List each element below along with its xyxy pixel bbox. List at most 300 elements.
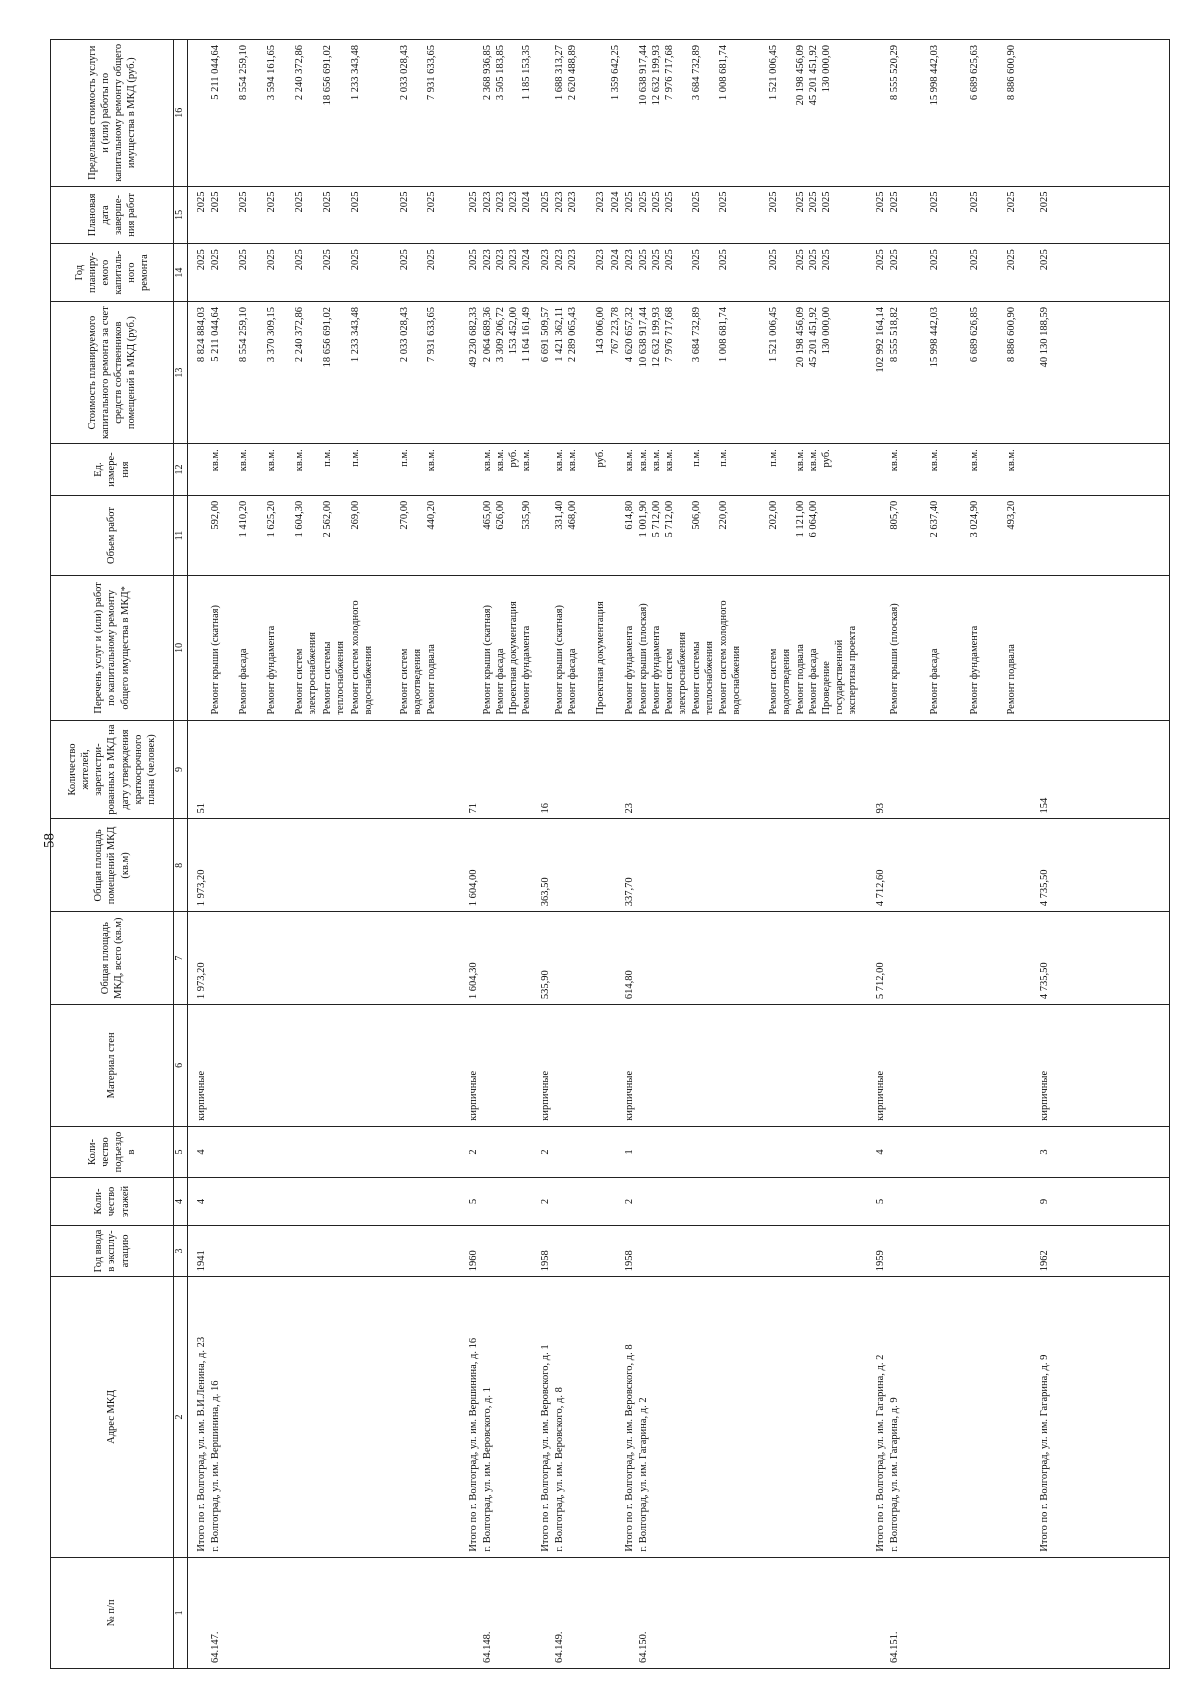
completion-year: 2025: [1005, 191, 1017, 213]
wall-material: кирпичные: [467, 1070, 479, 1121]
completion-year: 2025: [794, 191, 806, 213]
planned-cost: 1 233 343,48: [349, 306, 361, 363]
floor-count: 5: [874, 1198, 886, 1205]
work-type: Ремонт системы: [690, 641, 702, 715]
plan-year: 2025: [663, 249, 675, 271]
column-number: 5: [174, 1126, 188, 1178]
work-type: экспертизы проекта: [846, 625, 858, 715]
wall-material: кирпичные: [874, 1070, 886, 1121]
work-type: Ремонт системы: [321, 641, 333, 715]
limit-cost: 1 185 153,35: [520, 45, 532, 101]
planned-cost: 20 198 456,09: [794, 306, 806, 368]
work-type: водоснабжения: [730, 645, 742, 715]
work-volume: 270,00: [398, 500, 410, 530]
limit-cost: 5 211 044,64: [209, 45, 221, 100]
completion-year: 2025: [874, 191, 886, 213]
work-type: Ремонт фасада: [566, 648, 578, 715]
limit-cost: 7 976 717,68: [663, 45, 675, 101]
wall-material: кирпичные: [1038, 1070, 1050, 1121]
header-cell: Материал стен: [51, 1005, 174, 1127]
planned-cost: 143 006,00: [594, 306, 606, 355]
unit: кв.м.: [650, 449, 662, 472]
year-built: 1962: [1038, 1250, 1050, 1272]
work-type: Ремонт подвала: [794, 644, 806, 715]
header-cell: Коли-чество этажей: [51, 1178, 174, 1225]
work-volume: 506,00: [690, 500, 702, 530]
floor-count: 4: [195, 1198, 207, 1205]
plan-year: 2025: [349, 249, 361, 271]
work-type: водоотведения: [780, 648, 792, 715]
plan-year: 2024: [520, 249, 532, 271]
header-cell: Год ввода в эксплу-атацию: [51, 1225, 174, 1277]
column-number: 9: [174, 720, 188, 819]
work-type: Ремонт подвала: [425, 644, 437, 715]
column-number: 12: [174, 444, 188, 496]
column-number: 2: [174, 1277, 188, 1557]
planned-cost: 2 240 372,86: [293, 306, 305, 363]
work-volume: 269,00: [349, 500, 361, 530]
plan-year: 2023: [553, 249, 565, 271]
work-type: водоснабжения: [362, 645, 374, 715]
work-type: Ремонт систем: [663, 648, 675, 715]
planned-cost-total: 8 824 884,03: [195, 306, 207, 363]
header-row: [51, 40, 174, 1669]
limit-cost: 1 521 006,45: [767, 45, 779, 101]
unit: кв.м.: [807, 449, 819, 472]
limit-cost: 7 931 633,65: [425, 45, 437, 101]
unit: кв.м.: [209, 449, 221, 472]
work-volume: 805,70: [888, 500, 900, 530]
total-area: 5 712,00: [874, 962, 886, 1000]
premises-area: 4 712,60: [874, 869, 886, 907]
planned-cost: 3 370 309,15: [265, 306, 277, 363]
completion-year: 2024: [520, 191, 532, 213]
plan-year: 2025: [293, 249, 305, 271]
floor-count: 5: [467, 1198, 479, 1205]
plan-year: 2025: [807, 249, 819, 271]
header-cell: Ед. измере-ния: [51, 444, 174, 496]
plan-year: 2025: [767, 249, 779, 271]
column-number: 15: [174, 186, 188, 244]
resident-count: 154: [1038, 797, 1050, 814]
unit: кв.м.: [293, 449, 305, 472]
wall-material: кирпичные: [623, 1070, 635, 1121]
work-type: Ремонт подвала: [1005, 644, 1017, 715]
wall-material: кирпичные: [539, 1070, 551, 1121]
work-type: теплоснабжения: [703, 641, 715, 715]
unit: руб.: [820, 449, 832, 468]
premises-area: 1 973,20: [195, 869, 207, 907]
work-volume: 6 064,00: [807, 500, 819, 538]
column-number: 7: [174, 912, 188, 1005]
work-type: Ремонт фасада: [928, 648, 940, 715]
resident-count: 71: [467, 803, 479, 814]
planned-cost: 767 223,78: [609, 306, 621, 355]
work-volume: 535,90: [520, 500, 532, 530]
limit-cost: 3 594 161,65: [265, 45, 277, 101]
completion-year: 2023: [481, 191, 493, 213]
limit-cost: 2 033 028,43: [398, 45, 410, 101]
planned-cost: 12 632 199,93: [650, 306, 662, 368]
completion-year: 2025: [888, 191, 900, 213]
plan-year: 2023: [507, 249, 519, 271]
work-type: теплоснабжения: [334, 641, 346, 715]
limit-cost: 45 201 451,92: [807, 45, 819, 106]
plan-year: 2025: [237, 249, 249, 271]
planned-cost: 2 033 028,43: [398, 306, 410, 363]
plan-year: 2025: [209, 249, 221, 271]
unit: кв.м.: [425, 449, 437, 472]
column-number: 4: [174, 1178, 188, 1225]
col-total-area: [187, 912, 1169, 1005]
column-number-row: [174, 40, 188, 1669]
year-built: 1959: [874, 1250, 886, 1272]
unit: кв.м.: [553, 449, 565, 472]
unit: п.м.: [690, 449, 702, 467]
unit: кв.м.: [663, 449, 675, 472]
row-number: 64.149.: [553, 1631, 565, 1663]
column-number: 8: [174, 819, 188, 912]
work-type: электроснабжения: [676, 632, 688, 715]
work-volume: 493,20: [1005, 500, 1017, 530]
entrance-count: 3: [1038, 1149, 1050, 1155]
work-type: Ремонт крыши (плоская): [888, 603, 900, 715]
col-residents: [187, 720, 1169, 819]
work-type: Ремонт фундамента: [520, 625, 532, 715]
year-built: 1960: [467, 1250, 479, 1272]
resident-count: 93: [874, 803, 886, 814]
work-type: Ремонт фундамента: [265, 625, 277, 715]
plan-year: 2025: [425, 249, 437, 271]
work-type: Ремонт фундамента: [650, 625, 662, 715]
limit-cost: 1 359 642,25: [609, 45, 621, 101]
limit-cost: 8 555 520,29: [888, 45, 900, 101]
col-premises-area: [187, 819, 1169, 912]
col-plan-year: [187, 244, 1169, 302]
completion-year: 2025: [349, 191, 361, 213]
year-built: 1958: [539, 1250, 551, 1272]
total-area: 1 604,30: [467, 962, 479, 1000]
completion-year: 2025: [820, 191, 832, 213]
col-year: [187, 1225, 1169, 1277]
work-volume: 2 562,00: [321, 500, 333, 538]
work-volume: 331,40: [553, 500, 565, 530]
completion-year: 2025: [928, 191, 940, 213]
work-type: Ремонт фасада: [237, 648, 249, 715]
col-entrances: [187, 1126, 1169, 1178]
plan-year: 2023: [594, 249, 606, 271]
unit: кв.м.: [794, 449, 806, 472]
plan-year: 2025: [398, 249, 410, 271]
header-cell: Стоимость планируемого капитального ремонта за счет средств собственников помещений в МКД (руб.): [51, 301, 174, 443]
unit: руб.: [507, 449, 519, 468]
work-type: Ремонт крыши (скатная): [481, 605, 493, 715]
planned-cost-total: 40 130 188,59: [1038, 306, 1050, 368]
work-volume: 1 001,90: [637, 500, 649, 538]
work-volume: 465,00: [481, 500, 493, 530]
completion-year: 2025: [623, 191, 635, 213]
planned-cost: 10 638 917,44: [637, 306, 649, 368]
work-type: водоотведения: [411, 648, 423, 715]
column-number: 13: [174, 301, 188, 443]
limit-cost: 1 233 343,48: [349, 45, 361, 101]
unit: кв.м.: [1005, 449, 1017, 472]
plan-year: 2025: [968, 249, 980, 271]
plan-year: 2025: [888, 249, 900, 271]
completion-year: 2025: [717, 191, 729, 213]
row-number: 64.151.: [888, 1631, 900, 1663]
plan-year: 2025: [717, 249, 729, 271]
total-address: Итого по г. Волгоград, ул. им. Вершинина, д. 16: [467, 1337, 479, 1552]
work-volume: 5 712,00: [650, 500, 662, 538]
limit-cost: 8 886 600,90: [1005, 45, 1017, 101]
completion-year: 2025: [321, 191, 333, 213]
unit: кв.м.: [237, 449, 249, 472]
planned-cost: 130 000,00: [820, 306, 832, 355]
col-unit: [187, 444, 1169, 496]
total-area: 1 973,20: [195, 962, 207, 1000]
planned-cost: 1 164 161,49: [520, 306, 532, 363]
premises-area: 337,70: [623, 877, 635, 907]
work-type: государственной: [833, 639, 845, 715]
plan-year: 2025: [1005, 249, 1017, 271]
planned-cost: 7 931 633,65: [425, 306, 437, 363]
plan-year: 2025: [265, 249, 277, 271]
column-number: 14: [174, 244, 188, 302]
plan-year: 2025: [690, 249, 702, 271]
plan-year: 2025: [195, 249, 207, 271]
work-type: Ремонт систем: [293, 648, 305, 715]
completion-year: 2025: [425, 191, 437, 213]
unit: кв.м.: [494, 449, 506, 472]
planned-cost: 6 689 626,85: [968, 306, 980, 363]
planned-cost: 153 452,00: [507, 306, 519, 355]
work-type: Ремонт крыши (скатная): [209, 605, 221, 715]
col-limit-cost: [187, 40, 1169, 187]
planned-cost: 3 684 732,89: [690, 306, 702, 363]
header-cell: Коли-чество подъездо в: [51, 1126, 174, 1178]
total-address: Итого по г. Волгоград, ул. им. Веровского, д. 8: [623, 1344, 635, 1552]
limit-cost: 2 368 936,85: [481, 45, 493, 101]
planned-cost: 8 886 600,90: [1005, 306, 1017, 363]
address: г. Волгоград, ул. им. Веровского, д. 1: [481, 1387, 493, 1552]
col-address: [187, 1277, 1169, 1557]
floor-count: 2: [539, 1198, 551, 1205]
column-number: 1: [174, 1557, 188, 1668]
col-volume: [187, 495, 1169, 575]
planned-cost-total: 4 620 657,32: [623, 306, 635, 363]
row-number: 64.150.: [637, 1631, 649, 1663]
column-number: 10: [174, 576, 188, 720]
work-type: Ремонт крыши (скатная): [553, 605, 565, 715]
resident-count: 16: [539, 803, 551, 814]
planned-cost: 45 201 451,92: [807, 306, 819, 368]
col-works: [187, 576, 1169, 720]
header-cell: Плановая дата заверше-ния работ: [51, 186, 174, 244]
limit-cost: 1 688 313,27: [553, 45, 565, 101]
planned-cost: 8 555 518,82: [888, 306, 900, 363]
unit: п.м.: [717, 449, 729, 467]
total-address: Итого по г. Волгоград, ул. им. В.И.Ленина, д. 23: [195, 1336, 207, 1552]
completion-year: 2025: [539, 191, 551, 213]
premises-area: 4 735,50: [1038, 869, 1050, 907]
work-volume: 1 121,00: [794, 500, 806, 538]
work-type: Ремонт крыши (плоская): [637, 603, 649, 715]
work-type: Ремонт фасада: [494, 648, 506, 715]
resident-count: 23: [623, 803, 635, 814]
column-number: 11: [174, 495, 188, 575]
completion-year: 2025: [237, 191, 249, 213]
work-type: электроснабжения: [306, 632, 318, 715]
entrance-count: 2: [539, 1149, 551, 1155]
entrance-count: 4: [195, 1149, 207, 1155]
planned-cost: 1 421 362,11: [553, 306, 565, 362]
completion-year: 2025: [467, 191, 479, 213]
total-area: 4 735,50: [1038, 962, 1050, 1000]
planned-cost: 3 309 206,72: [494, 306, 506, 363]
planned-cost-total: 49 230 682,33: [467, 306, 479, 368]
year-built: 1958: [623, 1250, 635, 1272]
address: г. Волгоград, ул. им. Гагарина, д. 2: [637, 1397, 649, 1552]
completion-year: 2025: [1038, 191, 1050, 213]
plan-year: 2025: [820, 249, 832, 271]
work-type: Проектная документация: [507, 601, 519, 715]
limit-cost: 12 632 199,93: [650, 45, 662, 106]
work-volume: 1 625,20: [265, 500, 277, 538]
work-volume: 626,00: [494, 500, 506, 530]
completion-year: 2023: [566, 191, 578, 213]
year-built: 1941: [195, 1250, 207, 1272]
plan-year: 2024: [609, 249, 621, 271]
work-volume: 614,80: [623, 500, 635, 530]
unit: кв.м.: [520, 449, 532, 472]
plan-year: 2023: [566, 249, 578, 271]
work-type: Проведение: [820, 661, 832, 715]
limit-cost: 1 008 681,74: [717, 45, 729, 101]
col-completion: [187, 186, 1169, 244]
limit-cost: 6 689 625,63: [968, 45, 980, 101]
total-address: Итого по г. Волгоград, ул. им. Веровского, д. 1: [539, 1344, 551, 1552]
limit-cost: 8 554 259,10: [237, 45, 249, 101]
unit: п.м.: [398, 449, 410, 467]
completion-year: 2025: [767, 191, 779, 213]
planned-cost: 1 008 681,74: [717, 306, 729, 363]
unit: п.м.: [349, 449, 361, 467]
completion-year: 2023: [507, 191, 519, 213]
work-volume: 440,20: [425, 500, 437, 530]
unit: кв.м.: [265, 449, 277, 472]
completion-year: 2025: [265, 191, 277, 213]
unit: руб.: [594, 449, 606, 468]
planned-cost: 7 976 717,68: [663, 306, 675, 363]
plan-year: 2025: [928, 249, 940, 271]
total-address: Итого по г. Волгоград, ул. им. Гагарина, д. 9: [1038, 1354, 1050, 1552]
floor-count: 9: [1038, 1198, 1050, 1205]
header-cell: Количество жителей, зарегистри-рованных в МКД на дату утверждения краткосрочного плана (человек): [51, 720, 174, 819]
completion-year: 2023: [594, 191, 606, 213]
completion-year: 2023: [494, 191, 506, 213]
row-number: 64.148.: [481, 1631, 493, 1663]
plan-year: 2025: [650, 249, 662, 271]
completion-year: 2025: [807, 191, 819, 213]
work-type: Ремонт фундамента: [968, 625, 980, 715]
unit: кв.м.: [968, 449, 980, 472]
work-volume: 202,00: [767, 500, 779, 530]
work-type: Ремонт систем холодного: [717, 600, 729, 715]
completion-year: 2025: [650, 191, 662, 213]
unit: п.м.: [767, 449, 779, 467]
plan-year: 2025: [637, 249, 649, 271]
limit-cost: 130 000,00: [820, 45, 832, 93]
total-area: 535,90: [539, 970, 551, 1000]
page-number: 58: [41, 833, 58, 848]
completion-year: 2025: [968, 191, 980, 213]
column-number: 16: [174, 40, 188, 187]
completion-year: 2025: [209, 191, 221, 213]
work-type: Ремонт систем: [767, 648, 779, 715]
plan-year: 2025: [467, 249, 479, 271]
work-type: Ремонт систем: [398, 648, 410, 715]
address: г. Волгоград, ул. им. Веровского, д. 8: [553, 1387, 565, 1552]
limit-cost: 20 198 456,09: [794, 45, 806, 106]
work-volume: 1 410,20: [237, 500, 249, 538]
header-cell: Объем работ: [51, 495, 174, 575]
unit: кв.м.: [637, 449, 649, 472]
row-number: 64.147.: [209, 1631, 221, 1663]
work-volume: 220,00: [717, 500, 729, 530]
planned-cost: 8 554 259,10: [237, 306, 249, 363]
wall-material: кирпичные: [195, 1070, 207, 1121]
register-table: [50, 39, 1170, 1669]
total-area: 614,80: [623, 970, 635, 1000]
col-num: [187, 1557, 1169, 1668]
plan-year: 2023: [494, 249, 506, 271]
entrance-count: 4: [874, 1149, 886, 1155]
header-cell: Адрес МКД: [51, 1277, 174, 1557]
column-number: 6: [174, 1005, 188, 1127]
unit: кв.м.: [623, 449, 635, 472]
plan-year: 2023: [481, 249, 493, 271]
unit: кв.м.: [481, 449, 493, 472]
unit: кв.м.: [928, 449, 940, 472]
limit-cost: 10 638 917,44: [637, 45, 649, 106]
plan-year: 2025: [321, 249, 333, 271]
header-cell: № п/п: [51, 1557, 174, 1668]
header-cell: Перечень услуг и (или) работ по капитальному ремонту общего имущества в МКД*: [51, 576, 174, 720]
completion-year: 2025: [637, 191, 649, 213]
work-type: Проектная документация: [594, 601, 606, 715]
completion-year: 2023: [553, 191, 565, 213]
planned-cost: 18 656 691,02: [321, 306, 333, 368]
entrance-count: 2: [467, 1149, 479, 1155]
planned-cost: 15 998 442,03: [928, 306, 940, 368]
work-type: Ремонт фундамента: [623, 625, 635, 715]
completion-year: 2025: [195, 191, 207, 213]
floor-count: 2: [623, 1198, 635, 1205]
work-volume: 592,00: [209, 500, 221, 530]
limit-cost: 15 998 442,03: [928, 45, 940, 106]
premises-area: 1 604,00: [467, 869, 479, 907]
column-number: 3: [174, 1225, 188, 1277]
work-type: Ремонт систем холодного: [349, 600, 361, 715]
unit: кв.м.: [566, 449, 578, 472]
completion-year: 2024: [609, 191, 621, 213]
work-volume: 2 637,40: [928, 500, 940, 538]
col-floors: [187, 1178, 1169, 1225]
limit-cost: 2 620 488,89: [566, 45, 578, 101]
work-volume: 468,00: [566, 500, 578, 530]
limit-cost: 3 684 732,89: [690, 45, 702, 101]
